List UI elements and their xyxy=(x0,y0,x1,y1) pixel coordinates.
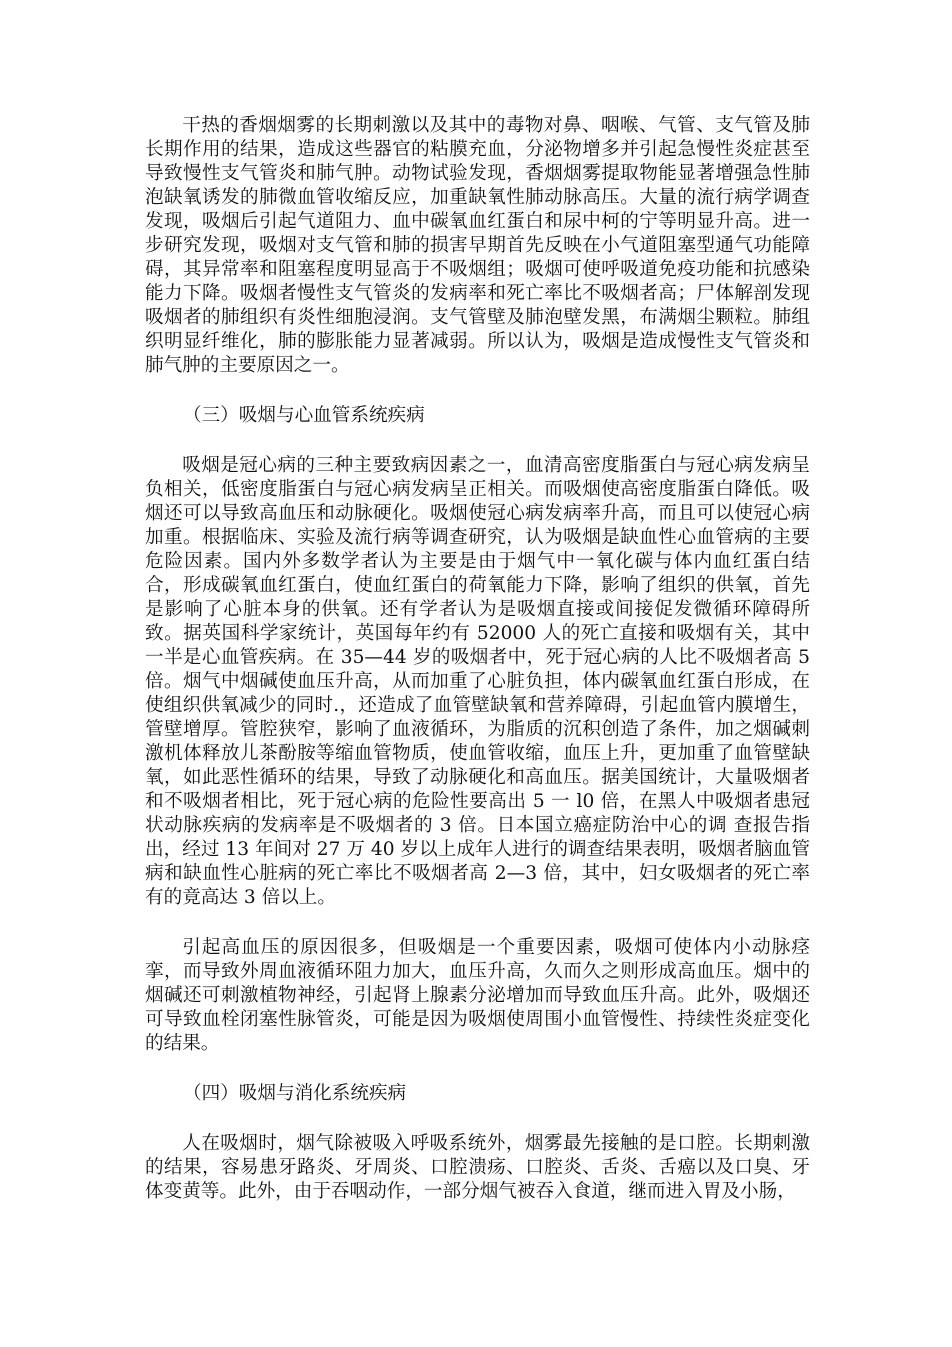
paragraph-digestive: 人在吸烟时，烟气除被吸入呼吸系统外，烟雾最先接触的是口腔。长期刺激的结果，容易患牙路炎、牙周炎、口腔溃疡、口腔炎、舌炎、舌癌以及口臭、牙体变黄等。此外，由于吞咽动作，一部分烟气被吞入食道，继而进入胃及小肠， xyxy=(145,1133,810,1202)
paragraph-respiratory-effects: 干热的香烟烟雾的长期刺激以及其中的毒物对鼻、咽喉、气管、支气管及肺长期作用的结果，造成这些器官的粘膜充血，分泌物增多并引起急慢性炎症甚至导致慢性支气管炎和肺气肿。动物试验发现，香烟烟雾提取物能显著增强急性肺泡缺氧诱发的肺微血管收缩反应，加重缺氧性肺动脉高压。大量的流行病学调查发现，吸烟后引起气道阻力、血中碳氧血红蛋白和尿中柯的宁等明显升高。进一步研究发现，吸烟对支气管和肺的损害早期首先反映在小气道阻塞型通气功能障碍，其异常率和阻塞程度明显高于不吸烟组；吸烟可使呼吸道免疫功能和抗感染能力下降。吸烟者慢性支气管炎的发病率和死亡率比不吸烟者高；尸体解剖发现吸烟者的肺组织有炎性细胞浸润。支气管壁及肺泡壁发黑，布满烟尘颗粒。肺组织明显纤维化，肺的膨胀能力显著减弱。所以认为，吸烟是造成慢性支气管炎和肺气肿的主要原因之一。 xyxy=(145,115,810,376)
section-heading-digestive: （四）吸烟与消化系统疾病 xyxy=(183,1083,407,1104)
paragraph-hypertension: 引起高血压的原因很多，但吸烟是一个重要因素，吸烟可使体内小动脉痉挛，而导致外周血液循环阻力加大，血压升高，久而久之则形成高血压。烟中的烟碱还可刺激植物神经，引起肾上腺素分泌增加而导致血压升高。此外，吸烟还可导致血栓闭塞性脉管炎，可能是因为吸烟使周围小血管慢性、持续性炎症变化的结果。 xyxy=(145,937,810,1054)
paragraph-gap xyxy=(145,1056,810,1082)
paragraph-gap xyxy=(145,378,810,404)
document-page xyxy=(145,114,810,1204)
paragraph-gap xyxy=(145,910,810,936)
paragraph-cardiovascular: 吸烟是冠心病的三种主要致病因素之一，血清高密度脂蛋白与冠心病发病呈负相关，低密度脂蛋白与冠心病发病呈正相关。而吸烟使高密度脂蛋白降低。吸烟还可以导致高血压和动脉硬化。吸烟使冠心病发病率升高，而且可以使冠心病加重。根据临床、实验及流行病等调查研究，认为吸烟是缺血性心血管病的主要危险因素。国内外多数学者认为主要是由于烟气中一氧化碳与体内血红蛋白结合，形成碳氧血红蛋白，使血红蛋白的荷氧能力下降，影响了组织的供氧，首先是影响了心脏本身的供氧。还有学者认为是吸烟直接或间接促发微循环障碍所致。据英国科学家统计，英国每年约有 52000 人的死亡直接和吸烟有关，其中一半是心血管疾病。在 35—44 岁的吸烟者中，死于冠心病的人比不吸烟者高 5 倍。烟气中烟碱使血压升高，从而加重了心脏负担，体内碳氧血红蛋白形成，在使组织供氧减少的同时.，还造成了血管壁缺氧和营养障碍，引起血管内膜增生，管壁增厚。管腔狭窄，影响了血液循环，为脂质的沉积创造了条件，加之烟碱刺激机体释放儿茶酚胺等缩血管物质，使血管收缩，血压上升，更加重了血管壁缺氧，如此恶性循环的结果，导致了动脉硬化和高血压。据美国统计，大量吸烟者和不吸烟者相比，死于冠心病的危险性要高出 5 一 l0 倍，在黑人中吸烟者患冠状动脉疾病的发病率是不吸烟者的 3 倍。日本国立癌症防治中心的调 查报告指出，经过 13 年间对 27 万 40 岁以上成年人进行的调查结果表明，吸烟者脑血管病和缺血性心脏病的死亡率比不吸烟者高 2—3 倍，其中，妇女吸烟者的死亡率有的竟高达 3 倍以上。 xyxy=(145,455,810,908)
paragraph-gap xyxy=(145,1106,810,1132)
paragraph-gap xyxy=(145,428,810,454)
section-heading-cardiovascular: （三）吸烟与心血管系统疾病 xyxy=(183,405,425,426)
